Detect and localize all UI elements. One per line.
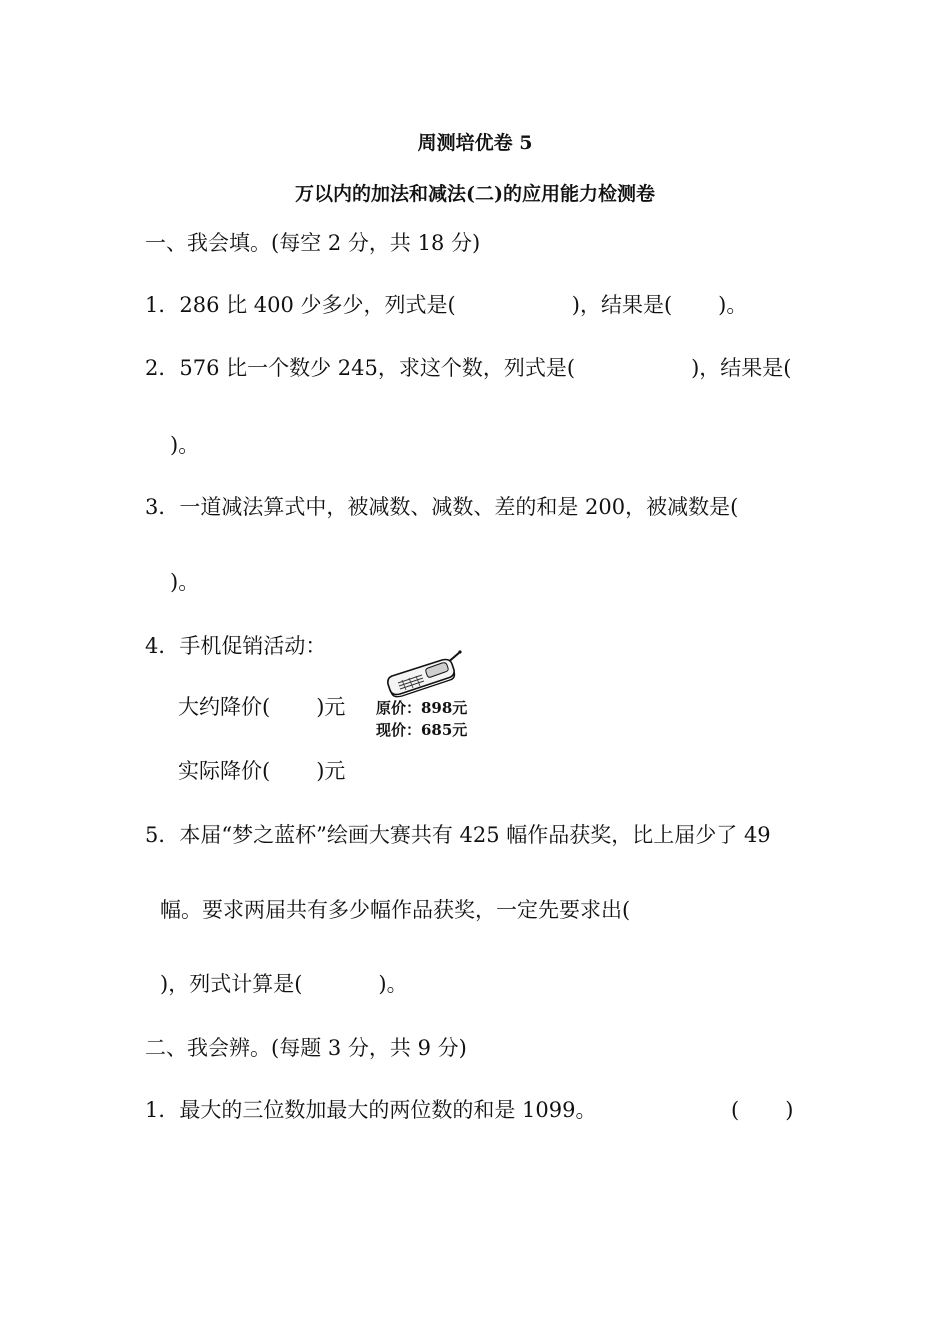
question-1-4-label: 4．手机促销活动： xyxy=(145,634,327,658)
question-1-3-continuation: )。 xyxy=(170,570,200,594)
question-1-1 xyxy=(145,290,747,320)
paren-close: ) xyxy=(785,1098,794,1122)
paren-open: ( xyxy=(731,1098,740,1122)
question-text: 1．286 比 400 少多少，列式是( xyxy=(145,293,456,317)
question-1-5-line-1: 5．本届“梦之蓝杯”绘画大赛共有 425 幅作品获奖，比上届少了 49 xyxy=(145,823,771,847)
section-1-heading: 一、我会填。(每空 2 分，共 18 分) xyxy=(145,231,481,255)
question-1-4-approx xyxy=(178,692,345,722)
question-text: )，列式计算是( xyxy=(160,972,303,996)
question-text: )，结果是( xyxy=(571,293,673,317)
question-1-2-continuation: )。 xyxy=(170,433,200,457)
question-1-2 xyxy=(145,353,791,383)
worksheet-subtitle: 万以内的加法和减法(二)的应用能力检测卷 xyxy=(295,183,655,205)
judge-answer-box[interactable] xyxy=(731,1095,793,1125)
question-1-4-actual xyxy=(178,756,345,786)
question-text: )。 xyxy=(718,293,748,317)
question-text: 实际降价( xyxy=(178,759,271,783)
section-2-heading: 二、我会辨。(每题 3 分，共 9 分) xyxy=(145,1036,467,1060)
question-text: 2．576 比一个数少 245，求这个数，列式是( xyxy=(145,356,576,380)
question-2-1: 1．最大的三位数加最大的两位数的和是 1099。 xyxy=(145,1098,597,1122)
question-1-5-line-3 xyxy=(160,969,408,999)
question-text: )，结果是( xyxy=(691,356,792,380)
question-1-3: 3．一道减法算式中，被减数、减数、差的和是 200，被减数是( xyxy=(145,495,739,519)
question-text: )元 xyxy=(316,695,346,719)
question-text: )。 xyxy=(378,972,408,996)
worksheet-title: 周测培优卷 5 xyxy=(417,132,533,154)
original-price-label: 原价：898元 xyxy=(376,699,468,717)
mobile-phone-icon xyxy=(384,650,474,698)
question-1-5-line-2: 幅。要求两届共有多少幅作品获奖，一定先要求出( xyxy=(160,898,631,922)
phone-promotion-figure xyxy=(376,650,496,745)
current-price-label: 现价：685元 xyxy=(376,721,468,739)
question-text: 大约降价( xyxy=(178,695,271,719)
question-text: )元 xyxy=(316,759,346,783)
